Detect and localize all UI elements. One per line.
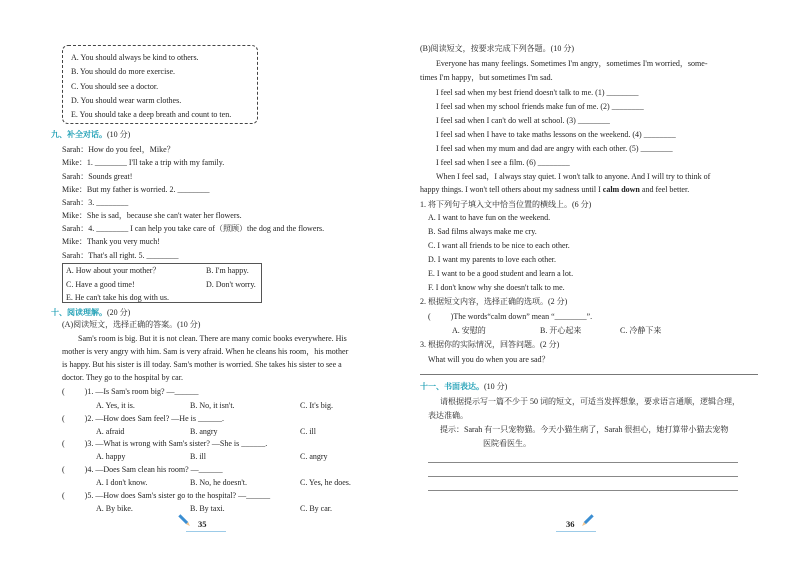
sentence-choice: A. I want to have fun on the weekend. xyxy=(428,213,551,222)
question-option: C. By car. xyxy=(300,504,332,513)
question-option: B. No, it isn't. xyxy=(190,401,235,410)
section-11-title: 十一、书面表达。 xyxy=(420,382,484,391)
dialogue-option: C. Have a good time! xyxy=(66,280,135,289)
question-option: A. I don't know. xyxy=(96,478,148,487)
key-phrase: calm down xyxy=(602,185,640,194)
passage-line: times I'm happy，but sometimes I'm sad. xyxy=(420,73,553,82)
question-3-text: What will you do when you are sad？ xyxy=(428,355,550,364)
writing-line xyxy=(428,462,738,463)
sentence-choice: F. I don't know why she doesn't talk to me. xyxy=(428,283,565,292)
sentence-choice: B. Sad films always make me cry. xyxy=(428,227,537,236)
page-number-underline xyxy=(556,531,596,532)
section-10-title: 十、阅读理解。 xyxy=(51,308,107,317)
section-9-score: (10 分) xyxy=(107,130,131,139)
passage-line xyxy=(420,185,689,195)
question-option: C. Yes, he does. xyxy=(300,478,351,487)
sentence-choice: C. I want all friends to be nice to each other. xyxy=(428,241,570,250)
dialogue-line: Sarah：Sounds great! xyxy=(62,172,133,181)
page-number-right: 36 xyxy=(566,519,575,529)
pencil-icon xyxy=(176,512,194,530)
question-stem: ( )3. —What is wrong with Sam's sister? —She is ______. xyxy=(62,439,268,448)
passage-line: I feel sad when my best friend doesn't talk to me. (1) ________ xyxy=(436,88,639,97)
question-option: C. ill xyxy=(300,427,317,436)
dialogue-options-box xyxy=(62,263,262,303)
question-stem: ( )4. —Does Sam clean his room? —______ xyxy=(62,465,223,474)
question-option: C. It's big. xyxy=(300,401,333,410)
part-b-instruction: (B)阅读短文，按要求完成下列各题。(10 分) xyxy=(420,44,574,53)
passage-line: Everyone has many feelings. Sometimes I'm angry，sometimes I'm worried，some- xyxy=(436,59,708,68)
question-option: A. By bike. xyxy=(96,504,133,513)
question-option: B. ill xyxy=(190,452,207,461)
choices-box xyxy=(62,45,258,124)
section-10-score: (20 分) xyxy=(107,308,131,317)
section-10-heading xyxy=(51,308,130,318)
dialogue-option: B. I'm happy. xyxy=(206,266,249,275)
sentence-choice: D. I want my parents to love each other. xyxy=(428,255,556,264)
question-2-option: A. 安慰的 xyxy=(452,326,486,335)
question-option: A. Yes, it is. xyxy=(96,401,135,410)
question-option: A. happy xyxy=(96,452,126,461)
question-1-prompt: 1. 将下列句子填入文中恰当位置的横线上。(6 分) xyxy=(420,200,592,209)
part-a-instruction: (A)阅读短文，选择正确的答案。(10 分) xyxy=(62,320,201,329)
dialogue-option: D. Don't worry. xyxy=(206,280,256,289)
choice-item: D. You should wear warm clothes. xyxy=(71,96,182,105)
choice-item: C. You should see a doctor. xyxy=(71,82,159,91)
passage-text: happy things. I won't tell others about my sadness until I xyxy=(420,185,603,194)
dialogue-line: Mike：She is sad，because she can't water her flowers. xyxy=(62,211,242,220)
question-option: A. afraid xyxy=(96,427,125,436)
choice-item: A. You should always be kind to others. xyxy=(71,53,199,62)
passage-line: I feel sad when I can't do well at school. (3) ________ xyxy=(436,116,610,125)
question-2-stem: ( )The words“calm down” mean “________”. xyxy=(428,312,593,321)
choice-item: B. You should do more exercise. xyxy=(71,67,175,76)
passage-line: is happy. But his sister is ill today. Sam's mother is worried. She takes his sister to see a xyxy=(62,360,342,369)
question-2-option: C. 冷静下来 xyxy=(620,326,662,335)
question-option: C. angry xyxy=(300,452,328,461)
dialogue-line: Sarah：4. ________ I can help you take care of（照顾）the dog and the flowers. xyxy=(62,224,325,233)
question-stem: ( )2. —How does Sam feel? —He is ______. xyxy=(62,414,224,423)
passage-line: I feel sad when I see a film. (6) ________ xyxy=(436,158,570,167)
section-9-heading xyxy=(51,130,130,140)
dialogue-option: E. He can't take his dog with us. xyxy=(66,293,169,302)
passage-line: I feel sad when my mum and dad are angry with each other. (5) ________ xyxy=(436,144,673,153)
question-option: B. No, he doesn't. xyxy=(190,478,247,487)
passage-text: and feel better. xyxy=(639,185,690,194)
writing-line xyxy=(428,476,738,477)
dialogue-line: Mike：But my father is worried. 2. ________ xyxy=(62,185,210,194)
page-number-underline xyxy=(186,531,226,532)
dialogue-line: Mike：Thank you very much! xyxy=(62,237,160,246)
question-option: B. angry xyxy=(190,427,218,436)
writing-instruction: 请根据提示写一篇不少于 50 词的短文，可适当发挥想象，要求语言通顺，逻辑合理， xyxy=(440,397,740,406)
answer-line xyxy=(420,374,758,375)
question-2-prompt: 2. 根据短文内容，选择正确的选项。(2 分) xyxy=(420,297,568,306)
question-option: B. By taxi. xyxy=(190,504,225,513)
passage-line: I feel sad when I have to take maths lessons on the weekend. (4) ________ xyxy=(436,130,676,139)
dialogue-line: Sarah：How do you feel，Mike？ xyxy=(62,145,175,154)
writing-hint: 医院看医生。 xyxy=(483,439,531,448)
passage-line: mother is very angry with him. Sam is very afraid. When he cleans his room，his mother xyxy=(62,347,349,356)
dialogue-line: Mike：1. ________ I'll take a trip with my family. xyxy=(62,158,225,167)
section-11-score: (10 分) xyxy=(484,382,508,391)
question-stem: ( )1. —Is Sam's room big? —______ xyxy=(62,387,199,396)
dialogue-line: Sarah：3. ________ xyxy=(62,198,129,207)
dialogue-option: A. How about your mother？ xyxy=(66,266,161,275)
writing-hint: 提示：Sarah 有一只宠物猫。今天小猫生病了，Sarah 很担心，她打算带小猫去宠物 xyxy=(440,425,729,434)
passage-line: When I feel sad，I always stay quiet. I won't talk to anyone. And I will try to think of xyxy=(436,172,711,181)
dialogue-line: Sarah：That's all right. 5. ________ xyxy=(62,251,179,260)
passage-line: doctor. They go to the hospital by car. xyxy=(62,373,183,382)
section-11-heading xyxy=(420,382,507,392)
question-3-prompt: 3. 根据你的实际情况，回答问题。(2 分) xyxy=(420,340,560,349)
writing-instruction: 表达准确。 xyxy=(428,411,468,420)
pencil-icon xyxy=(578,512,596,530)
sentence-choice: E. I want to be a good student and learn a lot. xyxy=(428,269,574,278)
writing-line xyxy=(428,490,738,491)
page-number-left: 35 xyxy=(198,519,207,529)
section-9-title: 九、补全对话。 xyxy=(51,130,107,139)
question-stem: ( )5. —How does Sam's sister go to the hospital? —______ xyxy=(62,491,271,500)
choice-item: E. You should take a deep breath and count to ten. xyxy=(71,110,232,119)
question-2-option: B. 开心起来 xyxy=(540,326,582,335)
passage-line: Sam's room is big. But it is not clean. There are many comic books everywhere. His xyxy=(78,334,347,343)
passage-line: I feel sad when my school friends make fun of me. (2) ________ xyxy=(436,102,644,111)
